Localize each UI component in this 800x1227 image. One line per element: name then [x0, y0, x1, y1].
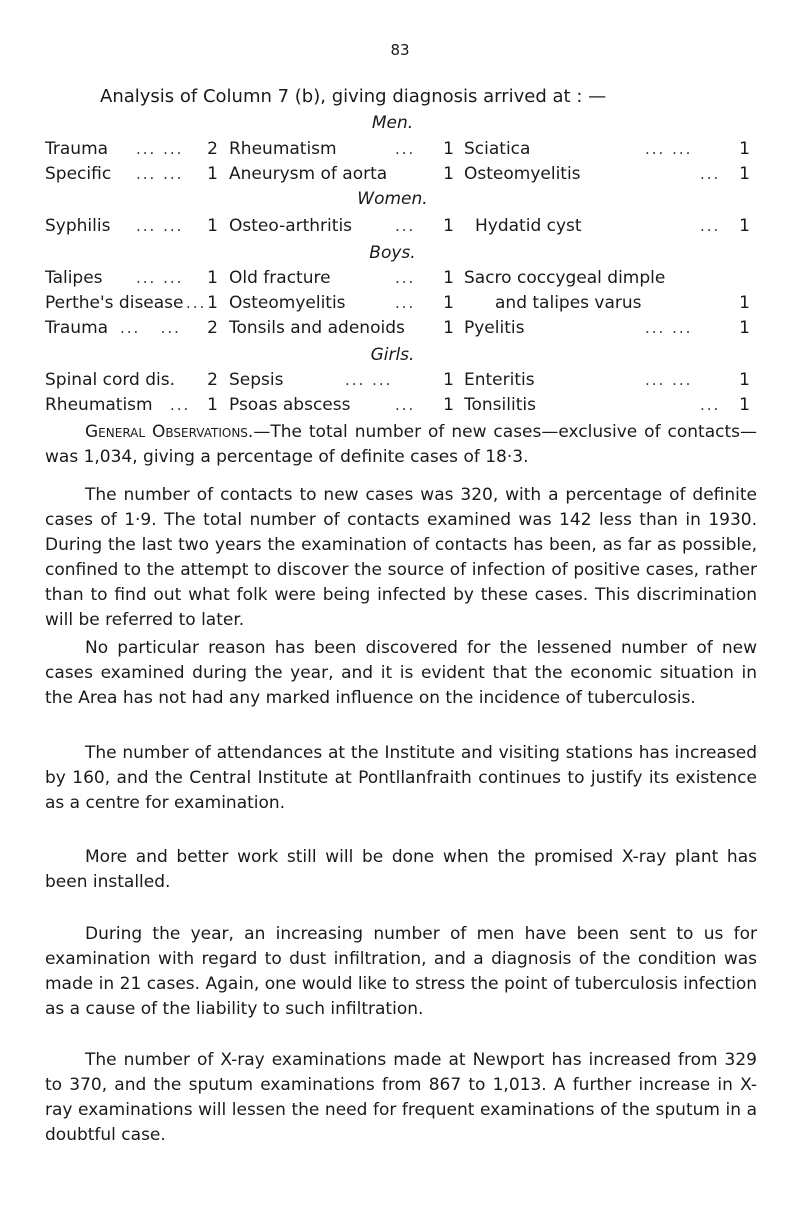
- diagnosis-col3: Enteritis: [464, 370, 535, 390]
- count-col2: 1: [443, 268, 454, 288]
- body-paragraph: The number of X-ray examinations made at Newport has increased from 329 to 370, and the sputum examinations from 867 to 1,013. A further increase in X-ray examinations will lessen the need for frequent examinations of the sputum in a doubtful case.: [45, 1050, 757, 1145]
- table-row: [0, 318, 800, 344]
- table-row: [0, 164, 800, 190]
- count-col1: 1: [207, 216, 218, 236]
- count-col3: 1: [739, 139, 750, 159]
- diagnosis-col2: Osteo-arthritis: [229, 216, 353, 236]
- body-paragraph: More and better work still will be done when the promised X-ray plant has been installed.: [45, 847, 757, 892]
- table-row: [0, 370, 800, 396]
- count-col3: 1: [739, 318, 750, 338]
- page-heading: Analysis of Column 7 (b), giving diagnosis arrived at : —: [100, 86, 607, 107]
- count-col1: 1: [207, 164, 218, 184]
- body-paragraph: During the year, an increasing number of men have been sent to us for examination with regard to dust infiltration, and a diagnosis of the condition was made in 21 cases. Again, one would like to stress the point of tuberculosis infection as a cause of the liability to such infiltration.: [45, 924, 757, 1019]
- count-col3: 1: [739, 216, 750, 236]
- count-col2: 1: [443, 293, 454, 313]
- table-row: [0, 395, 800, 421]
- count-col2: 1: [443, 370, 454, 390]
- diagnosis-col2: Rheumatism: [229, 139, 337, 159]
- count-col1: 2: [207, 318, 218, 338]
- diagnosis-col1: Talipes: [45, 268, 103, 288]
- diagnosis-col3: Osteomyelitis: [464, 164, 581, 184]
- diagnosis-col1: Perthe's disease: [45, 293, 184, 313]
- leader-dots: ...: [700, 396, 721, 414]
- diagnosis-col2: Osteomyelitis: [229, 293, 346, 313]
- count-col2: 1: [443, 164, 454, 184]
- diagnosis-col2: Old fracture: [229, 268, 331, 288]
- diagnosis-col3: Hydatid cyst: [475, 216, 582, 236]
- table-row: [0, 216, 800, 242]
- leader-dots: ... ...: [645, 319, 693, 337]
- body-paragraph: The number of contacts to new cases was 320, with a percentage of definite cases of 1·9. The total number of contacts examined was 142 less than in 1930. During the last two years the examination of contacts has been, as far as possible, confined to the attempt to discover the source of infection of positive cases, rather than to find out what folk were being infected by these cases. This discrimination will be referred to later.: [45, 485, 757, 630]
- leader-dots: ...: [395, 269, 416, 287]
- leader-dots: ...: [700, 165, 721, 183]
- leader-dots: ... ...: [345, 371, 393, 389]
- body-paragraph: The number of attendances at the Institute and visiting stations has increased by 160, and the Central Institute at Pontllanfraith continues to justify its existence as a centre for examination.: [45, 743, 757, 813]
- diagnosis-col2: Sepsis: [229, 370, 284, 390]
- general-observations-text: —The total number of new cases—exclusive of contacts—was 1,034, giving a percentage of definite cases of 18·3.: [45, 422, 757, 467]
- leader-dots: ... ...: [645, 140, 693, 158]
- diagnosis-col1: Trauma: [45, 139, 109, 159]
- diagnosis-col3: Sciatica: [464, 139, 531, 159]
- count-col2: 1: [443, 139, 454, 159]
- section-label-women: Women.: [357, 189, 428, 209]
- count-col1: 1: [207, 395, 218, 415]
- leader-dots: ...: [700, 217, 721, 235]
- diagnosis-col2: Psoas abscess: [229, 395, 351, 415]
- diagnosis-col3: Sacro coccygeal dimple: [464, 268, 666, 288]
- leader-dots: ...: [395, 294, 416, 312]
- count-col2: 1: [443, 216, 454, 236]
- count-col3: 1: [739, 164, 750, 184]
- diagnosis-col3: Pyelitis: [464, 318, 525, 338]
- leader-dots: ... ...: [136, 217, 184, 235]
- diagnosis-col1: Trauma: [45, 318, 109, 338]
- count-col1: 2: [207, 139, 218, 159]
- diagnosis-col2: Tonsils and adenoids: [229, 318, 405, 338]
- diagnosis-col3: Tonsilitis: [464, 395, 536, 415]
- section-label-boys: Boys.: [369, 243, 416, 263]
- diagnosis-col1: Rheumatism: [45, 395, 153, 415]
- diagnosis-col1: Spinal cord dis.: [45, 370, 176, 390]
- count-col3: 1: [739, 395, 750, 415]
- table-row: [0, 139, 800, 165]
- leader-dots: ... ...: [136, 140, 184, 158]
- leader-dots: ... ...: [136, 269, 184, 287]
- count-col1: 1: [207, 268, 218, 288]
- leader-dots: ...: [395, 396, 416, 414]
- section-label-men: Men.: [371, 113, 414, 133]
- page-number: 83: [390, 41, 410, 59]
- leader-dots: ... ...: [136, 165, 184, 183]
- table-row: [0, 293, 800, 319]
- count-col3: 1: [739, 293, 750, 313]
- section-label-girls: Girls.: [370, 345, 415, 365]
- count-col1: 1: [207, 293, 218, 313]
- diagnosis-col2: Aneurysm of aorta: [229, 164, 388, 184]
- general-observations-label: General Observations.: [85, 422, 254, 442]
- body-paragraph: No particular reason has been discovered for the lessened number of new cases examined during the year, and it is evident that the economic situation in the Area has not had any marked influence on the incidence of tuberculosis.: [45, 638, 757, 708]
- leader-dots: ... ...: [645, 371, 693, 389]
- leader-dots: ...: [170, 396, 191, 414]
- leader-dots: ...: [395, 217, 416, 235]
- diagnosis-col1: Specific: [45, 164, 112, 184]
- count-col3: 1: [739, 370, 750, 390]
- diagnosis-col3: and talipes varus: [495, 293, 642, 313]
- diagnosis-col1: Syphilis: [45, 216, 111, 236]
- leader-dots: ... ...: [120, 319, 181, 337]
- general-observations-paragraph: [45, 420, 757, 470]
- leader-dots: ...: [186, 294, 207, 312]
- leader-dots: ...: [395, 140, 416, 158]
- count-col2: 1: [443, 318, 454, 338]
- table-row: [0, 268, 800, 294]
- count-col1: 2: [207, 370, 218, 390]
- count-col2: 1: [443, 395, 454, 415]
